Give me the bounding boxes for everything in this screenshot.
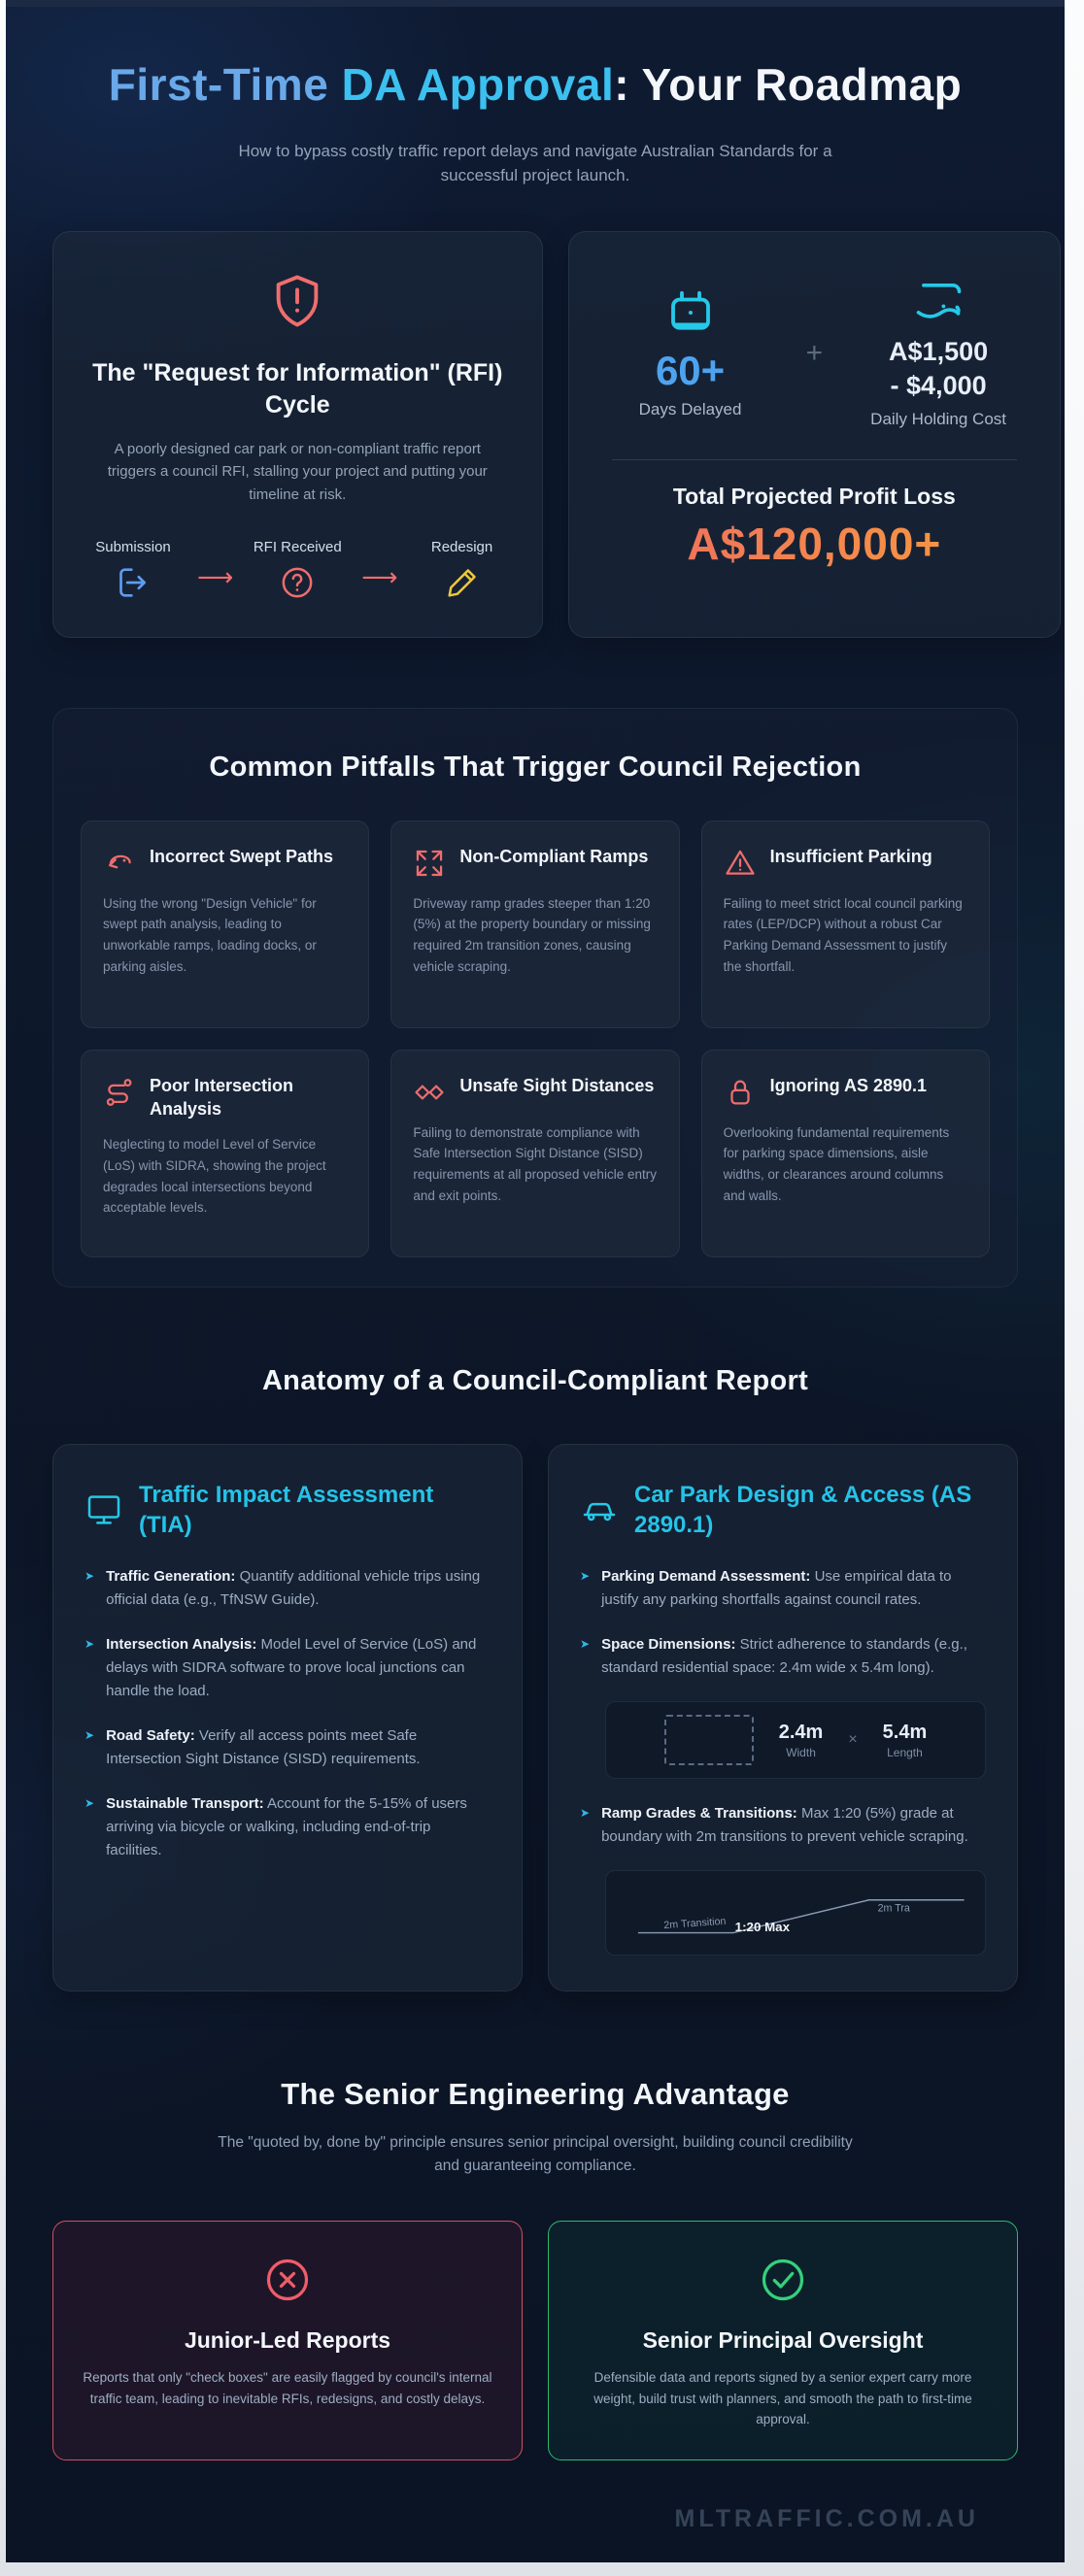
pitfall-title: Insufficient Parking [769, 846, 932, 866]
width-value: 2.4m [778, 1721, 824, 1743]
holding-cost-line2: - $4,000 [890, 370, 987, 400]
pitfall-card-intersection [81, 1050, 369, 1257]
page-subtitle: How to bypass costly traffic report delays and navigate Australian Standards for a successful project launch. [238, 141, 832, 184]
pitfall-text: Using the wrong "Design Vehicle" for swept path analysis, leading to unworkable ramps, loading docks, or parking aisles. [103, 895, 317, 974]
width-dimension [779, 1722, 824, 1759]
arrow-right-icon: ⟶ [197, 561, 234, 591]
advantage-heading: The Senior Engineering Advantage [281, 2077, 790, 2112]
width-label: Width [786, 1745, 816, 1759]
pitfall-title: Incorrect Swept Paths [150, 846, 334, 866]
senior-oversight-title: Senior Principal Oversight [642, 2327, 924, 2354]
bullet-lead: Road Safety: [106, 1727, 195, 1745]
watermark: MLTRAFFIC.COM.AU [674, 2504, 979, 2532]
anatomy-section [52, 1444, 1018, 1991]
junior-reports-card [52, 2221, 523, 2460]
delay-cost-card [568, 231, 1062, 638]
question-circle-icon [278, 563, 317, 602]
divider [612, 459, 1018, 460]
bullet-text: Max 1:20 (5%) grade at boundary with 2m transitions to prevent vehicle scraping. [601, 1805, 968, 1846]
rfi-card-description: A poorly designed car park or non-compliant traffic report triggers a council RFI, stalling your project and putting your timeline at risk. [107, 441, 488, 503]
swept-path-icon [103, 847, 136, 880]
parking-space-outline [664, 1715, 754, 1765]
carpark-bullet [580, 1802, 986, 1849]
bullet-arrow-icon: ➤ [85, 1637, 95, 1652]
bullet-arrow-icon: ➤ [85, 1728, 95, 1743]
expand-arrows-icon [413, 847, 446, 880]
pitfall-card-parking [701, 820, 990, 1028]
bullet-text: Use empirical data to justify any parking shortfalls against council rates. [601, 1568, 952, 1609]
pitfall-title: Non-Compliant Ramps [459, 846, 649, 866]
rfi-card-title: The "Request for Information" (RFI) Cycle [92, 358, 503, 419]
pitfall-card-ramps [390, 820, 679, 1028]
bullet-lead: Sustainable Transport: [106, 1795, 264, 1813]
ramp-label-right: 2m Tra [877, 1902, 910, 1915]
advantage-section [52, 2221, 1018, 2460]
advantage-subtitle: The "quoted by, done by" principle ensures senior principal oversight, building council credibility and guaranteeing compliance. [218, 2134, 853, 2175]
bullet-lead: Traffic Generation: [106, 1568, 236, 1586]
car-icon [580, 1490, 619, 1529]
pitfall-card-as2890 [701, 1050, 990, 1257]
tia-bullet [85, 1724, 491, 1771]
bullet-lead: Parking Demand Assessment: [601, 1568, 811, 1586]
rfi-flow [86, 539, 509, 602]
days-delayed-label: Days Delayed [638, 399, 742, 418]
monitor-icon [85, 1490, 123, 1529]
bullet-arrow-icon: ➤ [85, 1796, 95, 1811]
tia-title: Traffic Impact Assessment (TIA) [139, 1481, 434, 1538]
flow-step-submission [86, 539, 180, 602]
carpark-title: Car Park Design & Access (AS 2890.1) [634, 1481, 972, 1538]
bullet-text: Quantify additional vehicle trips using official data (e.g., TfNSW Guide). [106, 1568, 481, 1609]
profit-loss-value: A$120,000+ [598, 518, 1032, 570]
stat-holding-cost [846, 277, 1031, 430]
pitfall-title: Unsafe Sight Distances [459, 1075, 655, 1095]
carpark-card [548, 1444, 1018, 1991]
bullet-text: Account for the 5-15% of users arriving via bicycle or walking, including end-of-trip facilities. [106, 1795, 467, 1859]
pitfall-text: Failing to meet strict local council parking rates (LEP/DCP) without a robust Car Parking Demand Assessment to justify the shortfall. [723, 895, 963, 974]
length-label: Length [887, 1745, 923, 1759]
junior-reports-text: Reports that only "check boxes" are easily flagged by council's internal traffic team, leading to inevitable RFIs, redesigns, and costly delays. [83, 2370, 492, 2406]
pitfalls-grid [81, 820, 990, 1257]
carpark-bullet [580, 1633, 986, 1680]
rfi-cycle-card [52, 231, 543, 638]
title-highlight-cyan: DA Approval [341, 59, 615, 110]
step-label: Submission [95, 538, 171, 555]
senior-oversight-card [548, 2221, 1018, 2460]
bullet-text: Model Level of Service (LoS) and delays with SIDRA software to prove local junctions can handle the load. [106, 1636, 477, 1700]
junior-reports-title: Junior-Led Reports [184, 2327, 391, 2354]
page-title [52, 57, 1018, 114]
calendar-icon [664, 286, 717, 339]
holding-cost-value [889, 335, 988, 403]
senior-oversight-text: Defensible data and reports signed by a senior expert carry more weight, build trust with planners, and smooth the path to first-time approval. [593, 2370, 972, 2427]
intersection-route-icon [103, 1076, 136, 1109]
pitfall-title: Ignoring AS 2890.1 [769, 1075, 928, 1095]
lock-icon [724, 1076, 757, 1109]
submit-icon [114, 563, 152, 602]
sight-distance-icon [413, 1076, 446, 1109]
x-circle-icon [262, 2255, 313, 2305]
title-highlight-blue: First-Time [108, 59, 342, 110]
pitfalls-section [52, 708, 1018, 1288]
bullet-lead: Ramp Grades & Transitions: [601, 1805, 797, 1823]
tia-bullet [85, 1565, 491, 1612]
pitfall-title: Poor Intersection Analysis [150, 1075, 294, 1120]
stats-row [598, 277, 1032, 430]
tia-bullet [85, 1792, 491, 1862]
shield-alert-icon [267, 271, 327, 331]
bullet-arrow-icon: ➤ [580, 1569, 591, 1584]
bullet-arrow-icon: ➤ [85, 1569, 95, 1584]
profit-loss-label: Total Projected Profit Loss [672, 483, 956, 509]
pitfall-card-swept-paths [81, 820, 369, 1028]
cash-icon [911, 277, 965, 325]
top-stats-row [52, 231, 1018, 638]
times-symbol: × [848, 1731, 858, 1749]
bullet-arrow-icon: ➤ [580, 1637, 591, 1652]
holding-cost-line1: A$1,500 [889, 336, 989, 366]
length-value: 5.4m [882, 1721, 928, 1743]
ramp-profile-diagram [605, 1870, 986, 1956]
bullet-text: Strict adherence to standards (e.g., standard residential space: 2.4m wide x 5.4m long). [601, 1636, 967, 1677]
plus-icon: + [805, 336, 824, 369]
infographic-panel [6, 0, 1065, 2562]
pitfall-text: Neglecting to model Level of Service (LoS) with SIDRA, showing the project degrades local intersections beyond acceptable levels. [103, 1137, 326, 1216]
step-label: RFI Received [253, 538, 342, 555]
pitfall-card-sight-distance [390, 1050, 679, 1257]
ramp-label-left: 2m Transition [663, 1915, 727, 1932]
warning-triangle-icon [724, 847, 757, 880]
pitfall-text: Driveway ramp grades steeper than 1:20 (5%) at the property boundary or missing required 2m transition zones, causing vehicle scraping. [413, 895, 651, 974]
space-dimensions-diagram [605, 1701, 986, 1779]
tia-card [52, 1444, 523, 1991]
carpark-bullet [580, 1565, 986, 1612]
length-dimension [883, 1722, 928, 1759]
days-delayed-value: 60+ [655, 347, 726, 393]
stat-days-delayed [598, 286, 783, 420]
pencil-icon [443, 563, 482, 602]
bullet-arrow-icon: ➤ [580, 1806, 591, 1821]
ramp-label-grade: 1:20 Max [734, 1919, 791, 1934]
bullet-text: Verify all access points meet Safe Intersection Sight Distance (SISD) requirements. [106, 1727, 421, 1768]
pitfall-text: Overlooking fundamental requirements for parking space dimensions, aisle widths, or clearances around columns and walls. [723, 1124, 950, 1203]
pitfalls-heading: Common Pitfalls That Trigger Council Rejection [209, 751, 862, 783]
flow-step-rfi-received [251, 539, 344, 602]
holding-cost-label: Daily Holding Cost [870, 409, 1007, 428]
bullet-lead: Space Dimensions: [601, 1636, 736, 1654]
title-rest: : Your Roadmap [614, 59, 963, 110]
flow-step-redesign [416, 539, 509, 602]
step-label: Redesign [430, 538, 493, 555]
tia-bullet [85, 1633, 491, 1703]
check-circle-icon [758, 2255, 808, 2305]
anatomy-heading: Anatomy of a Council-Compliant Report [261, 1364, 809, 1396]
bullet-lead: Intersection Analysis: [106, 1636, 257, 1654]
arrow-right-icon: ⟶ [361, 561, 398, 591]
pitfall-text: Failing to demonstrate compliance with Safe Intersection Sight Distance (SISD) requirements at all proposed vehicle entry and exit points. [413, 1124, 657, 1203]
